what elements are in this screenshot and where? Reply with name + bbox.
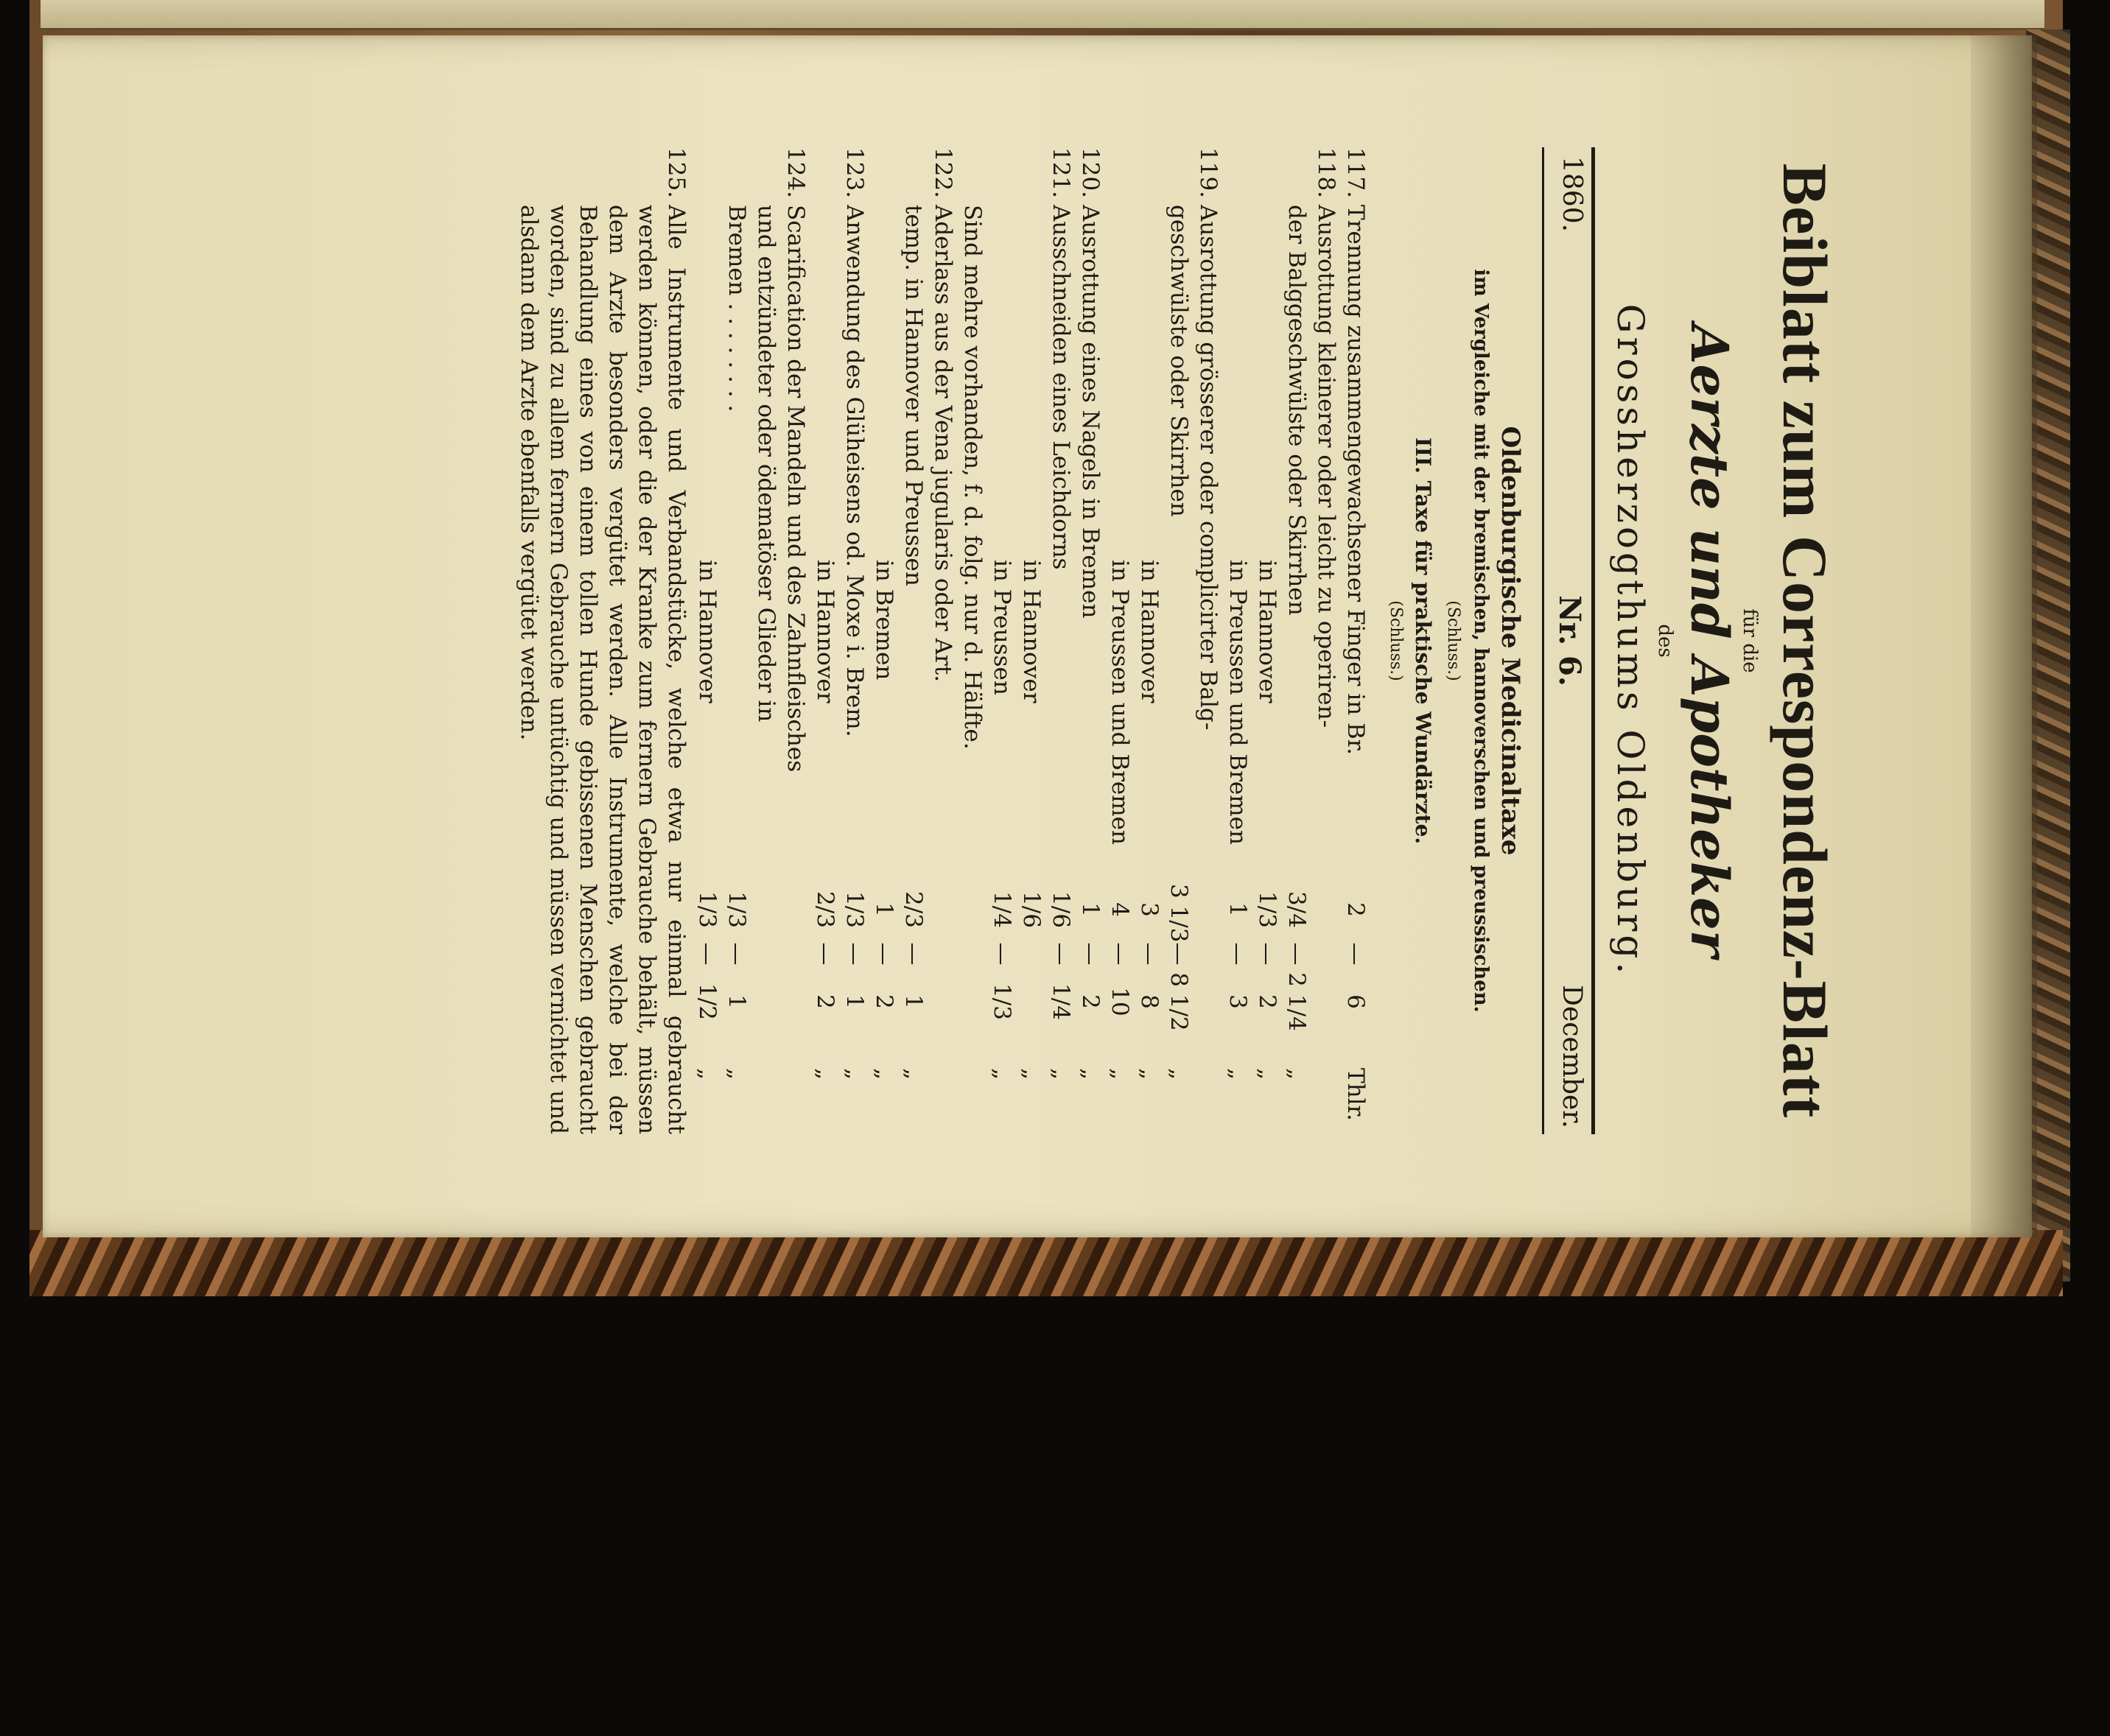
entry-fee-min: 1/3 (841, 891, 868, 928)
entry-location: in Hannover (1254, 560, 1280, 703)
entry-fee-max: 2 (871, 994, 897, 1009)
entry-dash: — (1342, 942, 1369, 966)
entry-unit: „ (1283, 1068, 1310, 1080)
entry-fee-min: 1/4 (989, 891, 1015, 928)
fee-row (1164, 147, 1194, 1134)
entry-location: in Hannover (694, 560, 721, 703)
entry-fee-min: 2 (1342, 902, 1369, 917)
entry-unit: „ (1018, 1068, 1045, 1080)
marbled-edge-bottom (29, 1230, 2063, 1296)
rotated-text-block (177, 147, 1842, 1134)
entry-dash: — (723, 942, 750, 966)
entry-dash: — (1077, 942, 1104, 966)
entry-fee-min: 1/6 (1048, 891, 1074, 928)
fee-row (1194, 147, 1223, 1134)
entry-fee-min: 3 1/3 (1166, 884, 1192, 943)
section-schluss-2: (Schluss.) (1387, 600, 1405, 681)
fee-row (958, 147, 987, 1134)
entry-dash: — (1224, 942, 1251, 966)
entry-fee-max: 2 (1077, 994, 1104, 1009)
issue-number: Nr. 6. (1552, 595, 1587, 686)
entry-dash: — (1254, 942, 1280, 966)
fee-row (722, 147, 751, 1134)
section-roman-heading: III. Taxe für praktische Wundärzte. (1411, 437, 1435, 845)
entry-unit: „ (694, 1068, 721, 1080)
fee-row (1017, 147, 1046, 1134)
subtitle: Aerzte und Apotheker (1679, 324, 1740, 957)
entry-text: Ausrottung grösserer oder complicirter Balg- (1195, 205, 1222, 731)
entry-text: Aderlass aus der Vena jugularis oder Art. (930, 205, 956, 683)
rule-top (1591, 147, 1595, 1134)
page-gutter-shadow (1971, 35, 2037, 1237)
entry-fee-min: 1 (871, 902, 897, 917)
fee-row (1135, 147, 1164, 1134)
section-schluss-1: (Schluss.) (1444, 600, 1462, 681)
entry-fee-min: 3/4 (1283, 891, 1310, 928)
entry-unit: Thlr. (1342, 1068, 1369, 1121)
fee-row (1105, 147, 1135, 1134)
issue-month: December. (1557, 985, 1587, 1128)
fee-row (899, 147, 928, 1134)
fee-row (1341, 147, 1370, 1134)
entry-dash: — (1283, 942, 1310, 966)
fee-row (781, 147, 810, 1134)
fee-row (1223, 147, 1252, 1134)
entry-fee-max: 1 (723, 994, 750, 1009)
entry-number: 119. (1195, 147, 1222, 199)
entry-fee-max: 1/3 (989, 983, 1015, 1020)
fee-row (1282, 147, 1311, 1134)
entry-number: 120. (1077, 147, 1104, 199)
section-title: Oldenburgische Medicinaltaxe (1496, 426, 1525, 856)
entry-text: Bremen . . . . . . . . (723, 205, 750, 412)
paragraph-text: Alle Instrumente und Verbandstücke, welche etwa nur einmal gebraucht werden können, oder die der Kranke zum fernern Gebrauche behält, müssen dem Arzte besonders vergütet werden. Alle Instrumente, welche bei der Behandlung eines von einem tollen Hunde gebissenen Menschen gebraucht worden, sind zu allem fernern Gebrauche untüchtig und müssen vernichtet und alsdann dem Arzte ebenfalls vergütet werden. (516, 205, 690, 1134)
entry-text: temp. in Hannover und Preussen (900, 205, 927, 586)
state-name: Grossherzogthums Oldenburg. (1609, 303, 1652, 978)
entry-dash: — (1136, 942, 1163, 966)
entry-unit: „ (900, 1068, 927, 1080)
entry-number: 117. (1342, 147, 1369, 199)
entry-fee-max: 1/2 (694, 983, 721, 1020)
entry-location: in Hannover (812, 560, 838, 703)
entry-unit: „ (841, 1068, 868, 1080)
fee-row (928, 147, 958, 1134)
entry-location: in Hannover (1136, 560, 1163, 703)
entry-unit: „ (1136, 1068, 1163, 1080)
entry-dash: — (812, 942, 838, 966)
entry-fee-max: 1/4 (1048, 983, 1074, 1020)
fee-row (1252, 147, 1282, 1134)
entry-text: Anwendung des Glüheisens od. Moxe i. Brem. (841, 205, 868, 737)
entry-unit: „ (871, 1068, 897, 1080)
entry-number: 121. (1048, 147, 1074, 199)
entry-dash: — (1107, 942, 1133, 966)
fee-row (1046, 147, 1076, 1134)
entry-number: 124. (782, 147, 809, 199)
entry-text: Ausschneiden eines Leichdorns (1048, 205, 1074, 570)
entry-text: geschwülste oder Skirrhen (1166, 205, 1192, 517)
entry-unit: „ (1107, 1068, 1133, 1080)
issue-year: 1860. (1557, 156, 1587, 233)
entry-text: und entzündeter oder ödematöser Glieder in (753, 205, 779, 723)
entry-location: in Preussen (989, 560, 1015, 695)
entry-text: der Balggeschwülste oder Skirrhen (1283, 205, 1310, 616)
fee-row (987, 147, 1017, 1134)
entry-fee-min: 1/3 (694, 891, 721, 928)
entry-number: 123. (841, 147, 868, 199)
entry-number: 125. (663, 147, 690, 199)
entry-dash: — (900, 942, 927, 966)
fuer-die: für die (1739, 608, 1761, 673)
fee-entries (514, 147, 1370, 1134)
entry-fee-max: 1 (900, 994, 927, 1009)
entry-fee-min: 1/6 (1018, 891, 1045, 928)
fee-row (869, 147, 899, 1134)
fee-row (1076, 147, 1105, 1134)
des: des (1654, 624, 1676, 658)
fee-row (810, 147, 840, 1134)
fee-row (840, 147, 869, 1134)
section-subtitle: im Vergleiche mit der bremischen, hannoverschen und preussischen. (1470, 269, 1492, 1013)
issue-line (1550, 147, 1587, 1134)
entry-unit: „ (1166, 1068, 1192, 1080)
entry-fee-max: 8 1/2 (1166, 972, 1192, 1031)
entry-dash: — (841, 942, 868, 966)
fee-row (1311, 147, 1341, 1134)
entry-fee-max: 2 1/4 (1283, 972, 1310, 1031)
entry-unit: „ (1224, 1068, 1251, 1080)
entry-fee-min: 1/3 (1254, 891, 1280, 928)
entry-fee-min: 2/3 (812, 891, 838, 928)
entry-fee-max: 6 (1342, 994, 1369, 1009)
entry-text: Ausrottung eines Nagels in Bremen (1077, 205, 1104, 619)
entry-unit: „ (1048, 1068, 1074, 1080)
entry-unit: „ (812, 1068, 838, 1080)
entry-fee-min: 1 (1224, 902, 1251, 917)
entry-unit: „ (723, 1068, 750, 1080)
entry-location: in Hannover (1018, 560, 1045, 703)
entry-fee-min: 3 (1136, 902, 1163, 917)
entry-fee-max: 1 (841, 994, 868, 1009)
entry-dash: — (1048, 942, 1074, 966)
facing-page-edge (41, 0, 2044, 30)
entry-fee-min: 2/3 (900, 891, 927, 928)
entry-fee-max: 8 (1136, 994, 1163, 1009)
page-title: Beiblatt zum Correspondenz-Blatt (1770, 163, 1840, 1119)
entry-dash: — (871, 942, 897, 966)
fee-row (693, 147, 722, 1134)
entry-fee-max: 10 (1107, 987, 1133, 1016)
entry-fee-max: 3 (1224, 994, 1251, 1009)
entry-text: Scarification der Mandeln und des Zahnfleisches (782, 205, 809, 773)
paragraph-125 (514, 147, 691, 1134)
entry-number: 122. (930, 147, 956, 199)
entry-unit: „ (1077, 1068, 1104, 1080)
fee-row (751, 147, 781, 1134)
entry-text: Sind mehre vorhanden, f. d. folg. nur d. Hälfte. (959, 205, 986, 750)
entry-text: Ausrottung kleinerer oder leicht zu operiren- (1313, 205, 1339, 728)
entry-text: Trennung zusammengewachsener Finger in Br. (1342, 205, 1369, 755)
entry-location: in Bremen (871, 560, 897, 681)
entry-location: in Preussen und Bremen (1107, 560, 1133, 845)
rule-bottom (1542, 147, 1544, 1134)
entry-fee-min: 1 (1077, 902, 1104, 917)
entry-fee-min: 1/3 (723, 891, 750, 928)
entry-fee-min: 4 (1107, 902, 1133, 917)
entry-fee-max: 2 (812, 994, 838, 1009)
entry-dash: — (694, 942, 721, 966)
entry-dash: — (989, 942, 1015, 966)
entry-location: in Preussen und Bremen (1224, 560, 1251, 845)
entry-fee-max: 2 (1254, 994, 1280, 1009)
entry-dash: — (1166, 942, 1192, 966)
entry-unit: „ (989, 1068, 1015, 1080)
entry-number: 118. (1313, 147, 1339, 199)
entry-unit: „ (1254, 1068, 1280, 1080)
